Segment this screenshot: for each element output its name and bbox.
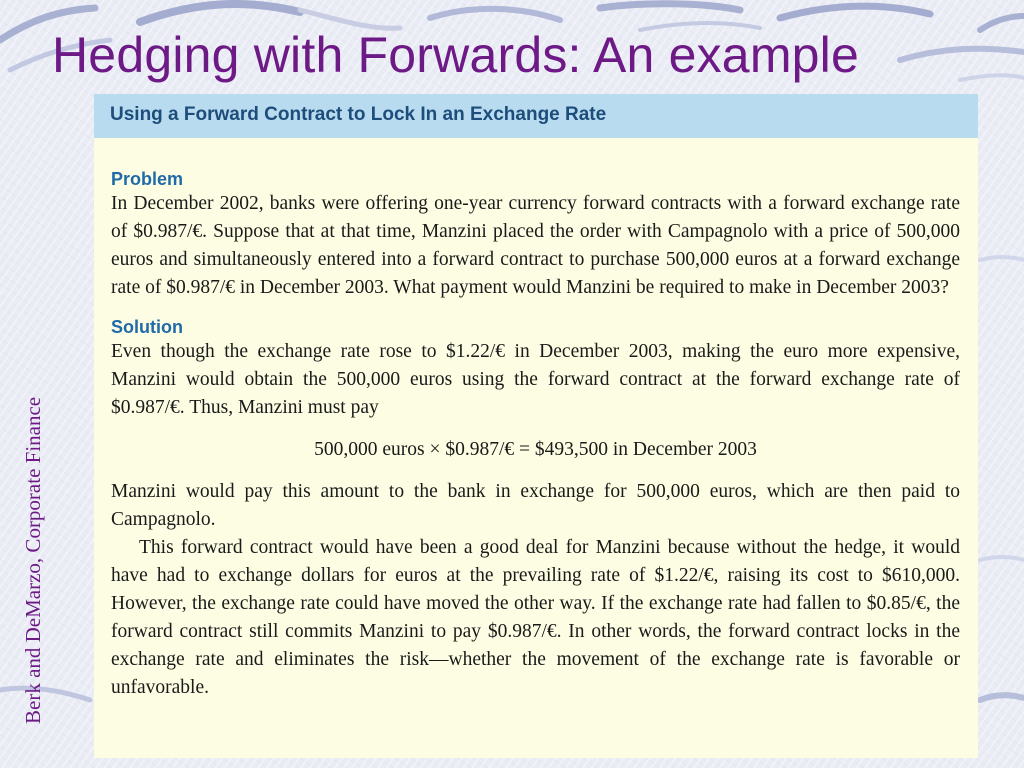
side-credit: Berk and DeMarzo, Corporate Finance	[21, 396, 45, 724]
solution-text-payment: Manzini would pay this amount to the bank in exchange for 500,000 euros, which are then paid to Campagnolo.	[111, 481, 960, 530]
payment-equation: 500,000 euros × $0.987/€ = $493,500 in December 2003	[314, 439, 757, 460]
solution-text-explanation: This forward contract would have been a good deal for Manzini because without the hedge, it would have had to exchange dollars for euros at the prevailing rate of $1.22/€, raising its cost to $610,000. However, the exchange rate could have moved the other way. If the exchange rate had fallen to $0.85/€, the forward contract still commits Manzini to pay $0.987/€. In other words, the forward contract locks in the exchange rate and eliminates the risk—whether the movement of the exchange rate is favorable or unfavorable.	[111, 537, 960, 698]
problem-heading: Problem	[111, 169, 184, 189]
problem-text: In December 2002, banks were offering one-year currency forward contracts with a forward exchange rate of $0.987/€. Suppose that at that time, Manzini placed the order with Campagnolo with a price of 500,000 euros and simultaneously entered into a forward contract to purchase 500,000 euros at a forward exchange rate of $0.987/€ in December 2003. What payment would Manzini be required to make in December 2003?	[111, 193, 960, 298]
example-box	[94, 94, 978, 758]
solution-text-intro: Even though the exchange rate rose to $1.22/€ in December 2003, making the euro more expensive, Manzini would obtain the 500,000 euros using the forward contract at the forward exchange rate of $0.987/€. Thus, Manzini must pay	[111, 341, 960, 418]
slide-title: Hedging with Forwards: An example	[52, 27, 859, 83]
solution-heading: Solution	[111, 317, 183, 337]
example-body	[94, 138, 978, 702]
example-header: Using a Forward Contract to Lock In an Exchange Rate	[94, 94, 978, 138]
